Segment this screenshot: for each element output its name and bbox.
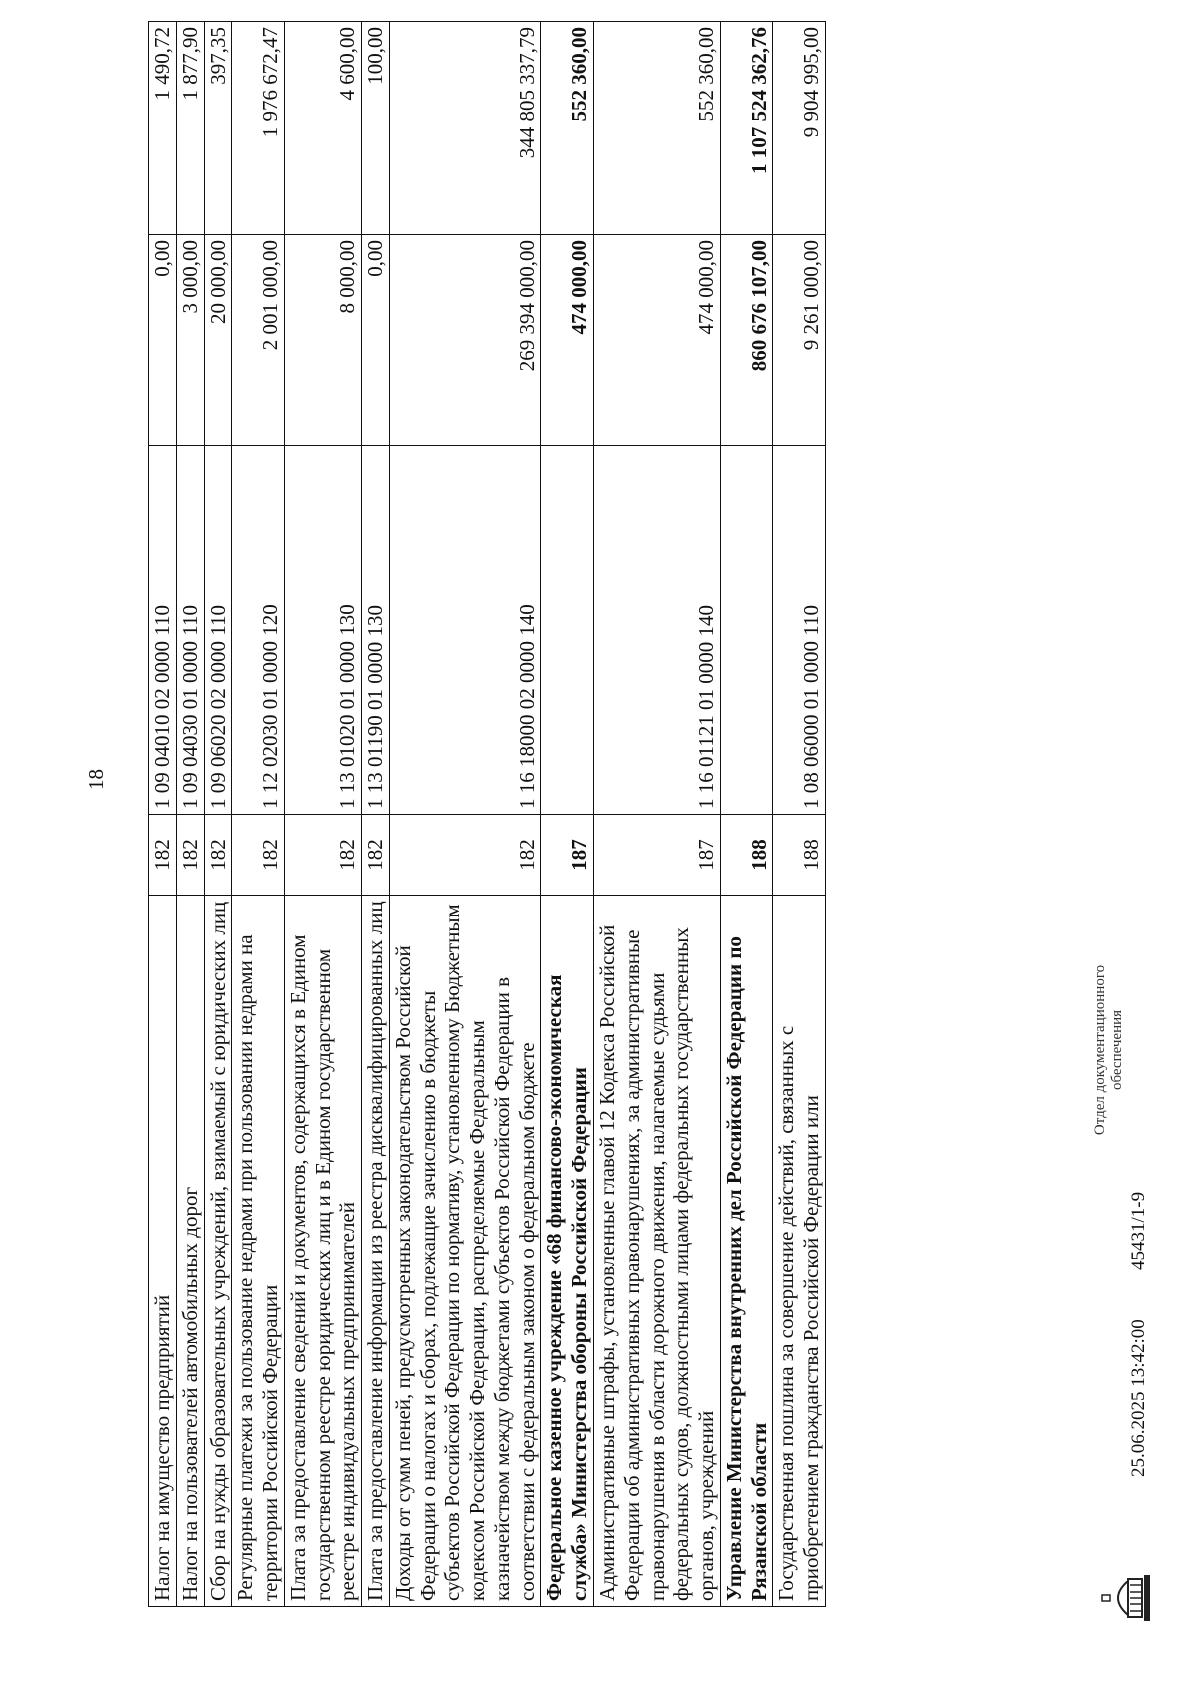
row-description: Плата за предоставление сведений и документов, содержащихся в Едином государственном реестре юридических лиц и в Едином государственном реестре индивидуальных предпринимателей	[284, 896, 361, 1607]
row-planned-amount: 8 000,00	[284, 235, 361, 446]
row-description: Сбор на нужды образовательных учреждений, взимаемый с юридических лиц	[204, 896, 232, 1607]
department-stamp	[1092, 960, 1127, 1140]
row-planned-amount: 9 261 000,00	[773, 235, 826, 446]
row-budget-code: 1 13 01020 01 0000 130	[284, 446, 361, 815]
row-budget-code: 1 09 04010 02 0000 110	[149, 446, 177, 815]
row-actual-amount: 100,00	[362, 22, 390, 235]
row-planned-amount: 20 000,00	[204, 235, 232, 446]
row-actual-amount: 397,35	[204, 22, 232, 235]
table-row	[389, 22, 541, 1607]
table-row	[232, 22, 285, 1607]
row-budget-code: 1 13 01190 01 0000 130	[362, 446, 390, 815]
row-actual-amount: 552 360,00	[594, 22, 721, 235]
row-actual-amount: 1 976 672,47	[232, 22, 285, 235]
table-row	[362, 22, 390, 1607]
row-planned-amount: 474 000,00	[541, 235, 594, 446]
row-description: Управление Министерства внутренних дел Российской Федерации по Рязанской области	[720, 896, 773, 1607]
row-admin-code: 182	[232, 815, 285, 896]
table-row	[594, 22, 721, 1607]
row-admin-code: 182	[389, 815, 541, 896]
row-budget-code: 1 09 06020 02 0000 110	[204, 446, 232, 815]
row-budget-code: 1 12 02030 01 0000 120	[232, 446, 285, 815]
row-description: Плата за предоставление информации из реестра дисквалифицированных лиц	[362, 896, 390, 1607]
row-admin-code: 187	[541, 815, 594, 896]
row-admin-code: 182	[149, 815, 177, 896]
row-planned-amount: 3 000,00	[176, 235, 204, 446]
row-planned-amount: 269 394 000,00	[389, 235, 541, 446]
table-body	[149, 22, 826, 1607]
row-admin-code: 182	[284, 815, 361, 896]
duma-emblem-icon	[1100, 1573, 1156, 1623]
row-budget-code: 1 08 06000 01 0000 110	[773, 446, 826, 815]
table-row	[720, 22, 773, 1607]
row-planned-amount: 2 001 000,00	[232, 235, 285, 446]
row-budget-code: 1 16 18000 02 0000 140	[389, 446, 541, 815]
table-row	[176, 22, 204, 1607]
table-row	[284, 22, 361, 1607]
stamp-line-2: обеспечения	[1109, 1009, 1126, 1091]
row-planned-amount: 0,00	[362, 235, 390, 446]
row-description: Налог на имущество предприятий	[149, 896, 177, 1607]
row-planned-amount: 474 000,00	[594, 235, 721, 446]
row-budget-code: 1 16 01121 01 0000 140	[594, 446, 721, 815]
footer-doc-code: 45431/1-9	[1128, 1191, 1149, 1270]
row-planned-amount: 0,00	[149, 235, 177, 446]
row-budget-code	[541, 446, 594, 815]
budget-revenue-table	[148, 21, 826, 1607]
row-planned-amount: 860 676 107,00	[720, 235, 773, 446]
table-row	[149, 22, 177, 1607]
row-actual-amount: 4 600,00	[284, 22, 361, 235]
row-admin-code: 188	[720, 815, 773, 896]
row-admin-code: 182	[362, 815, 390, 896]
row-description: Федеральное казенное учреждение «68 финансово-экономическая служба» Министерства обороны Российской Федерации	[541, 896, 594, 1607]
row-budget-code	[720, 446, 773, 815]
row-actual-amount: 1 490,72	[149, 22, 177, 235]
page-number: 18	[84, 769, 108, 790]
row-description: Доходы от сумм пеней, предусмотренных законодательством Российской Федерации о налогах и сборах, подлежащие зачислению в бюджеты субъектов Российской Федерации по нормативу, установленному Бюджетным кодексом Российской Федерации, распределяемые Федеральным казначейством между бюджетами субъектов Российской Федерации в соответствии с федеральным законом о федеральном бюджете	[389, 896, 541, 1607]
row-admin-code: 188	[773, 815, 826, 896]
table-row	[541, 22, 594, 1607]
footer-date: 25.06.2025 13:42:00	[1128, 1319, 1149, 1477]
table-row	[204, 22, 232, 1607]
row-actual-amount: 9 904 995,00	[773, 22, 826, 235]
row-actual-amount: 1 877,90	[176, 22, 204, 235]
row-admin-code: 182	[204, 815, 232, 896]
stamp-line-1: Отдел документационного	[1092, 964, 1108, 1136]
row-description: Государственная пошлина за совершение действий, связанных с приобретением гражданства Российской Федерации или	[773, 896, 826, 1607]
row-admin-code: 182	[176, 815, 204, 896]
table-row	[773, 22, 826, 1607]
row-actual-amount: 344 805 337,79	[389, 22, 541, 235]
row-description: Административные штрафы, установленные главой 12 Кодекса Российской Федерации об административных правонарушениях, за административные правонарушения в области дорожного движения, налагаемые судьями федеральных судов, должностными лицами федеральных государственных органов, учреждений	[594, 896, 721, 1607]
row-actual-amount: 552 360,00	[541, 22, 594, 235]
row-budget-code: 1 09 04030 01 0000 110	[176, 446, 204, 815]
row-admin-code: 187	[594, 815, 721, 896]
row-description: Регулярные платежи за пользование недрами при пользовании недрами на территории Российской Федерации	[232, 896, 285, 1607]
row-actual-amount: 1 107 524 362,76	[720, 22, 773, 235]
row-description: Налог на пользователей автомобильных дорог	[176, 896, 204, 1607]
